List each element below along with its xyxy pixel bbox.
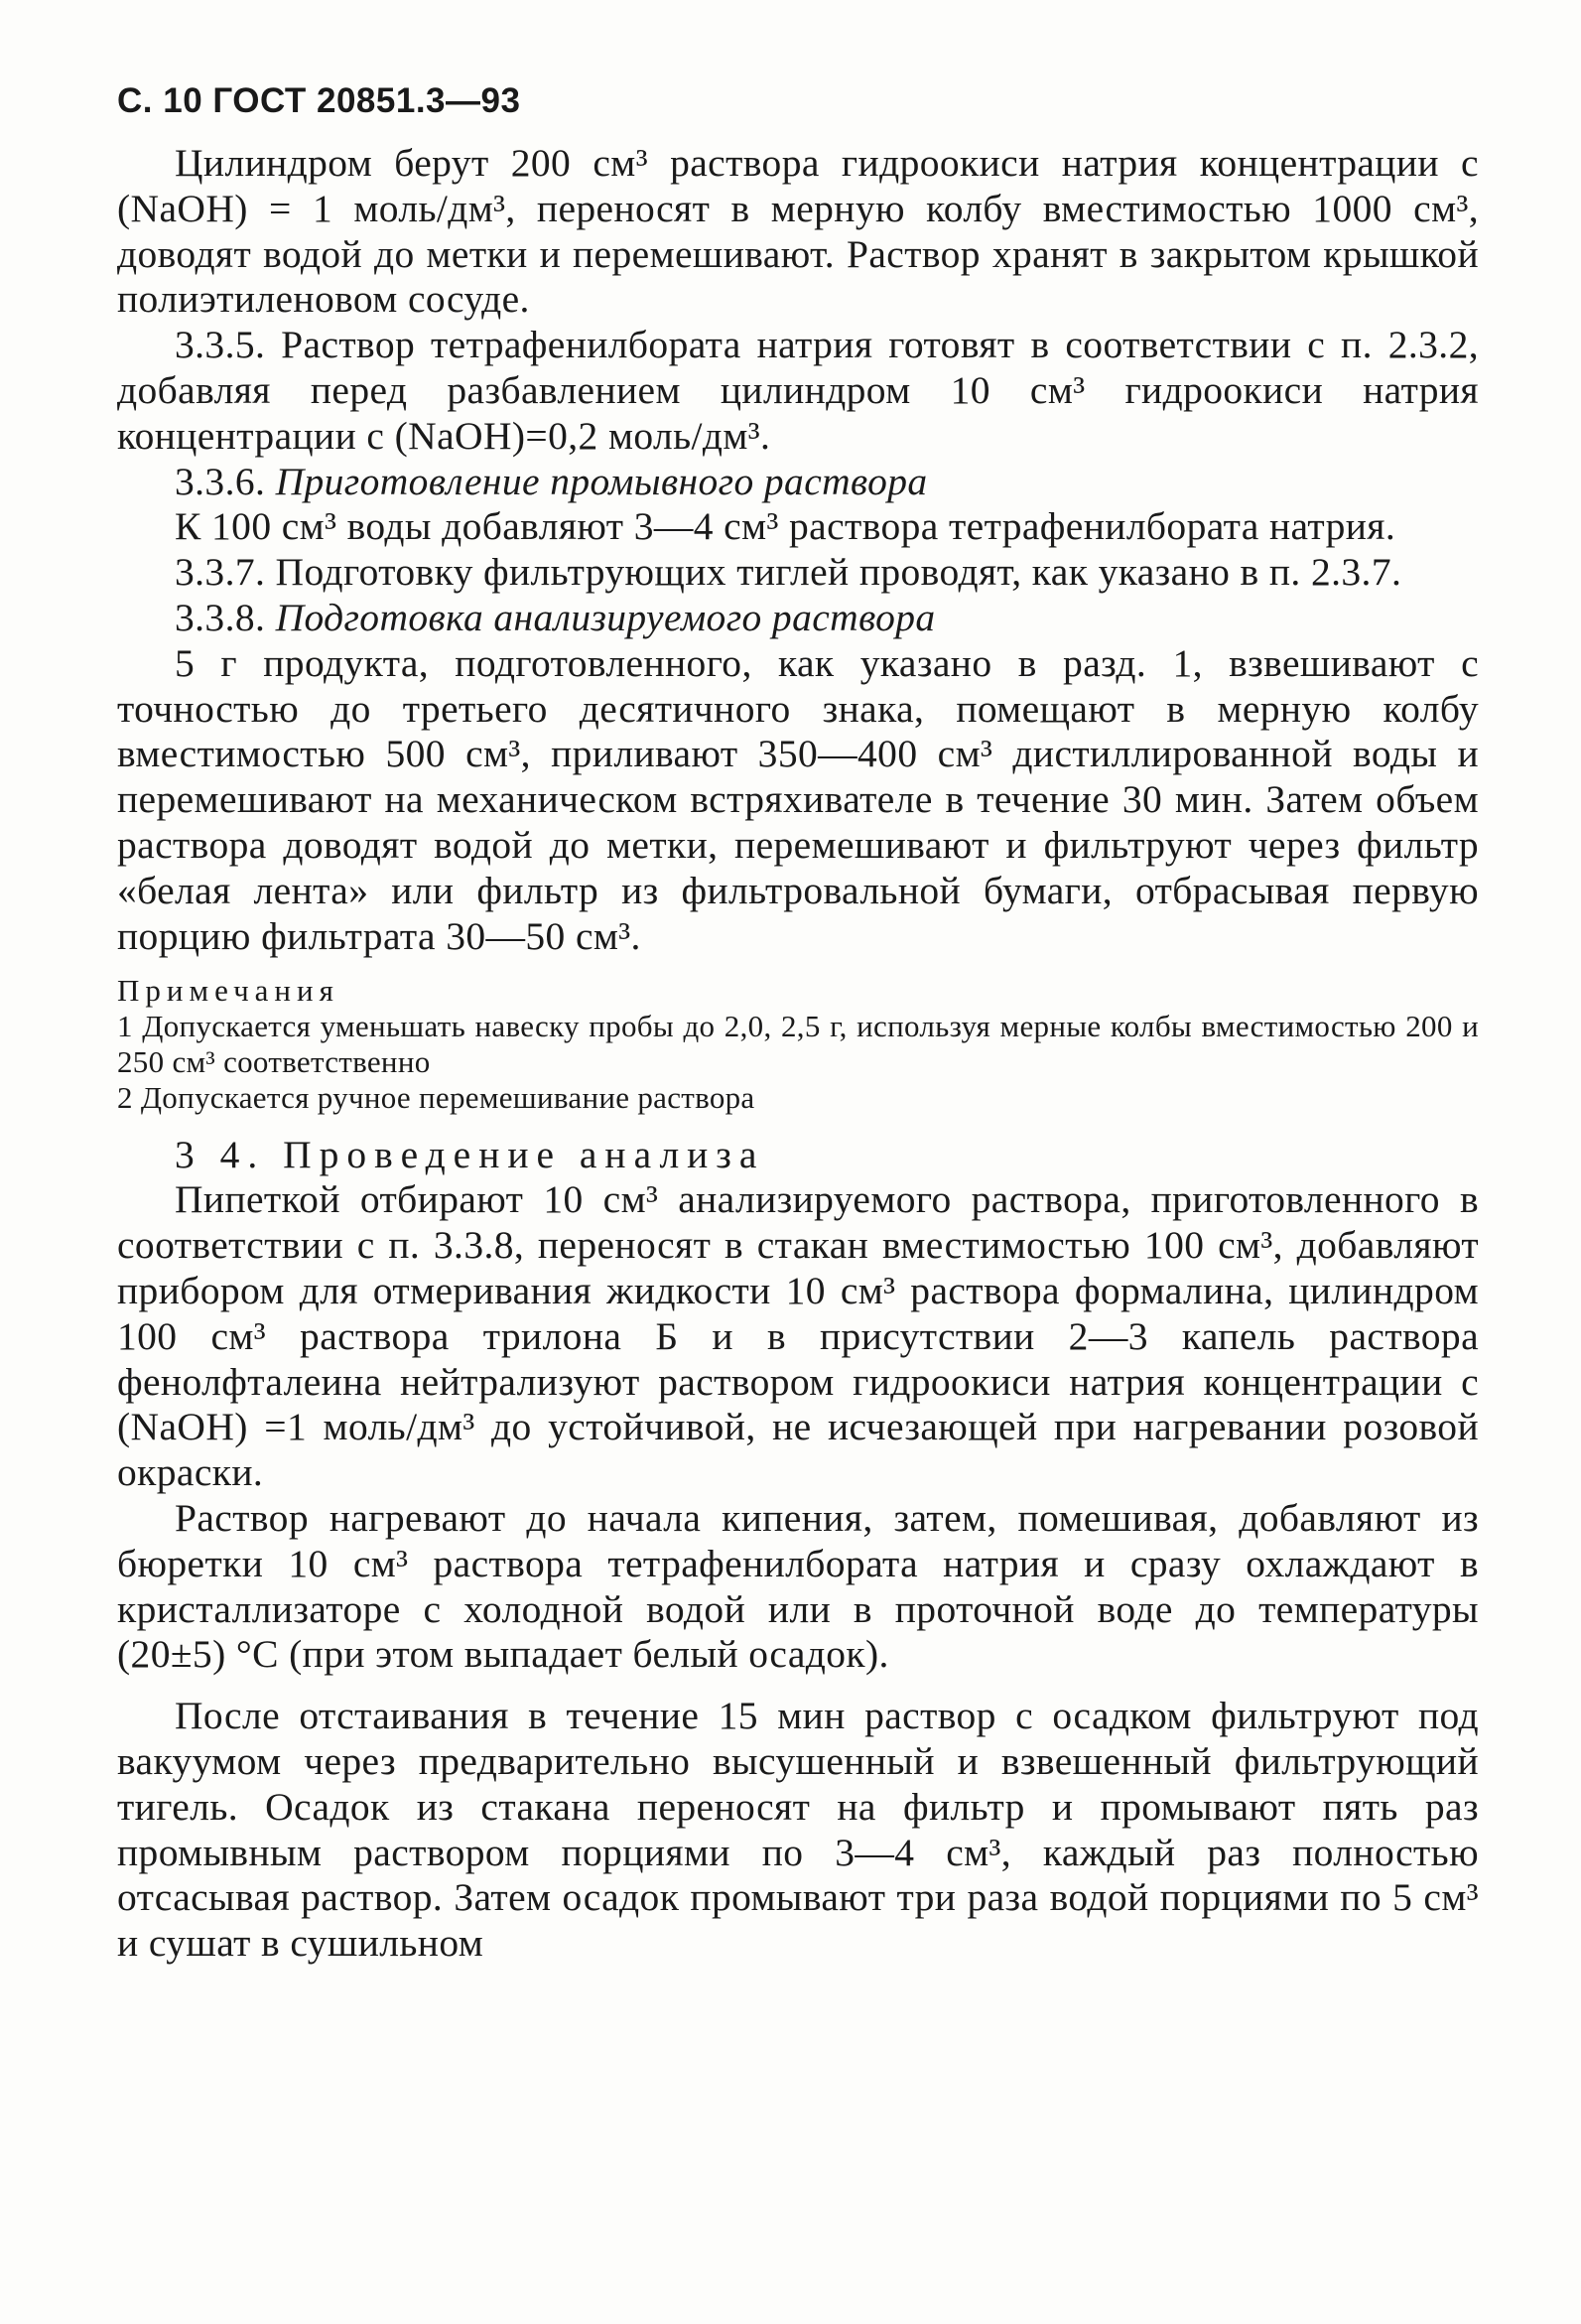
section-3-4-paragraph-1: Пипеткой отбирают 10 см³ анализируемого раствора, приготовленного в соответствии с п. 3.3.8, переносят в стакан вместимостью 100 см³, добавляют прибором для отмеривания жидкости 10 см³ раствора формалина, цилиндром 100 см³ раствора трилона Б и в присутствии 2—3 капель раствора фенолфталеина нейтрализуют раствором гидроокиси натрия концентрации с (NaOH) =1 моль/дм³ до устойчивой, не исчезающей при нагревании розовой окраски. [117,1177,1479,1495]
heading-3-3-8-number: 3.3.8. [175,595,266,639]
notes-block [117,973,1479,1116]
heading-3-3-8-title: Подготовка анализируемого раствора [275,595,936,639]
paragraph-3-3-5: 3.3.5. Раствор тетрафенилбората натрия готовят в соответствии с п. 2.3.2, добавляя перед разбавлением цилиндром 10 см³ гидроокиси натрия концентрации с (NaOH)=0,2 моль/дм³. [117,323,1479,458]
heading-3-3-6-title: Приготовление промывного раствора [275,459,928,503]
paragraph-3-3-6-body: К 100 см³ воды добавляют 3—4 см³ раствора тетрафенилбората натрия. [175,504,1396,549]
note-1: 1 Допускается уменьшать навеску пробы до 2,0, 2,5 г, используя мерные колбы вместимостью 200 и 250 см³ соответственно [117,1009,1479,1080]
note-2: 2 Допускается ручное перемешивание раствора [117,1080,755,1116]
page-content [117,81,1479,1967]
notes-title: Примечания [117,973,339,1009]
section-3-4-paragraph-2: Раствор нагревают до начала кипения, затем, помешивая, добавляют из бюретки 10 см³ раствора тетрафенилбората натрия и сразу охлаждают в кристаллизаторе с холодной водой или в проточной воде до температуры (20±5) °С (при этом выпадает белый осадок). [117,1495,1479,1677]
paragraph-gap [117,1678,1479,1694]
paragraph-3-3-8-body: 5 г продукта, подготовленного, как указано в разд. 1, взвешивают с точностью до третьего десятичного знака, помещают в мерную колбу вместимостью 500 см³, приливают 350—400 см³ дистиллированной воды и перемешивают на механическом встряхивателе в течение 30 мин. Затем объем раствора доводят водой до метки, перемешивают и фильтруют через фильтр «белая лента» или фильтр из фильтровальной бумаги, отбрасывая первую порцию фильтрата 30—50 см³. [117,640,1479,958]
heading-3-3-6 [117,460,1479,505]
page-header: С. 10 ГОСТ 20851.3—93 [117,81,521,120]
paragraph-3-3-7: 3.3.7. Подготовку фильтрующих тиглей проводят, как указано в п. 2.3.7. [175,550,1402,595]
paragraph-sodium-hydroxide: Цилиндром берут 200 см³ раствора гидроокиси натрия концентрации с (NaOH) = 1 моль/дм³, переносят в мерную колбу вместимостью 1000 см³, доводят водой до метки и перемешивают. Раствор хранят в закрытом крышкой полиэтиленовом сосуде. [117,141,1479,322]
heading-3-3-8 [117,596,1479,641]
heading-3-3-6-number: 3.3.6. [175,459,266,503]
section-3-4-paragraph-3: После отстаивания в течение 15 мин раствор с осадком фильтруют под вакуумом через предварительно высушенный и взвешенный фильтрующий тигель. Осадок из стакана переносят на фильтр и промывают пять раз промывным раствором порциями по 3—4 см³, каждый раз полностью отсасывая раствор. Затем осадок промывают три раза водой порциями по 5 см³ и сушат в сушильном [117,1694,1479,1966]
section-3-4-title: 3 4. Проведение анализа [175,1133,765,1177]
